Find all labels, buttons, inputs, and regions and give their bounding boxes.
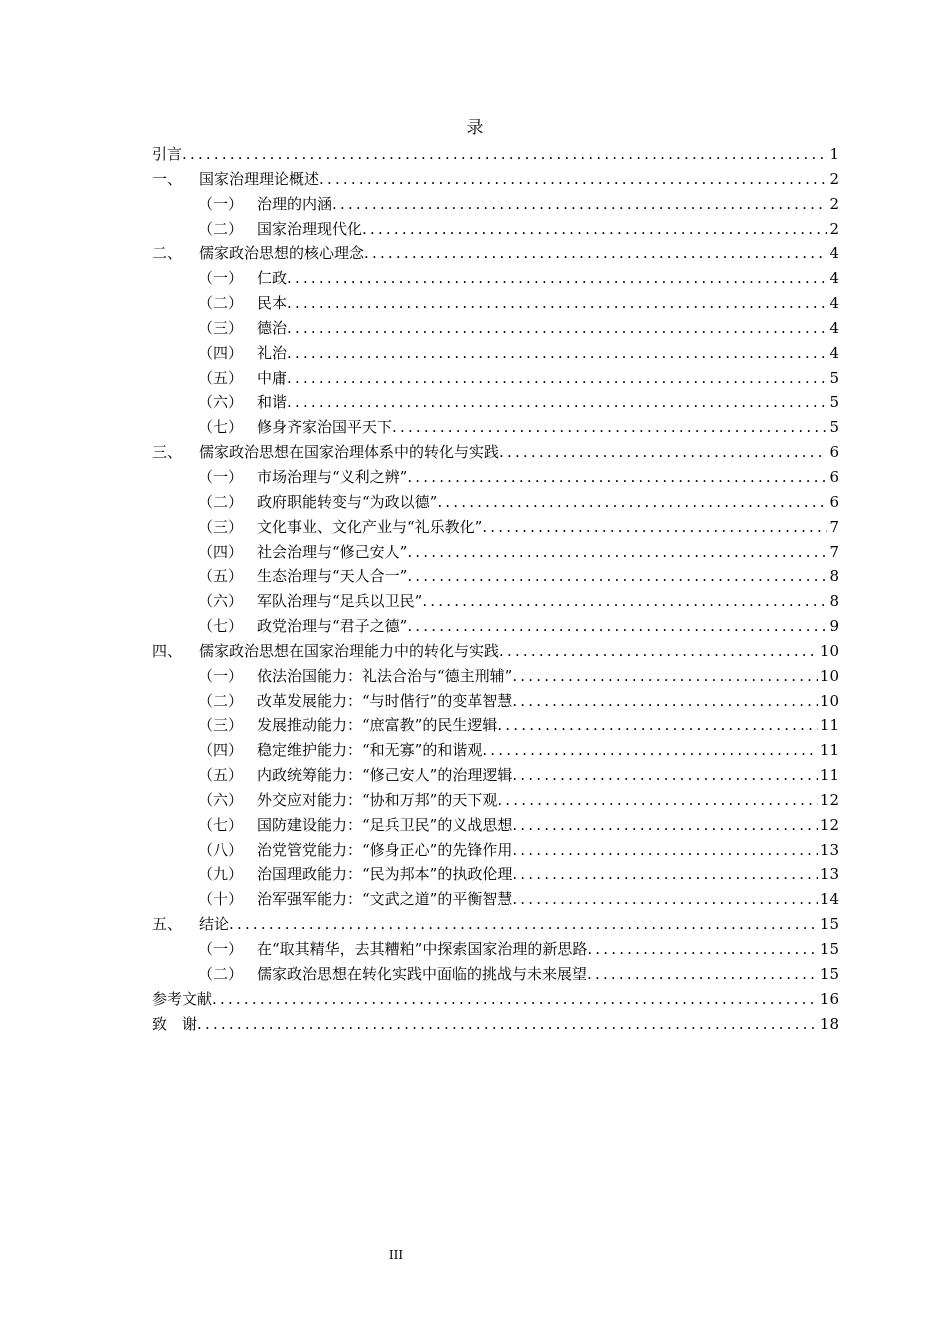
toc-entry-number: （一） xyxy=(198,666,244,685)
toc-entry-number: （二） xyxy=(198,219,244,238)
toc-entry-title: 外交应对能力：“协和万邦”的天下观 xyxy=(257,790,498,809)
toc-entry-title: 儒家政治思想在转化实践中面临的挑战与未来展望 xyxy=(257,964,588,983)
toc-entry-page: 2 xyxy=(829,169,839,188)
toc-entry-number: （一） xyxy=(198,940,244,958)
toc-entry-title: 治党管党能力：“修身正心”的先锋作用 xyxy=(257,840,513,859)
toc-entry-number: （七） xyxy=(198,617,244,636)
toc-entry-page: 2 xyxy=(829,219,839,238)
toc-entry[interactable] xyxy=(152,540,839,565)
toc-entry-title: 在“取其精华，去其糟粕”中探索国家治理的新思路 xyxy=(257,940,588,958)
toc-entry-title: 德治 xyxy=(257,318,288,337)
dot-leader xyxy=(287,341,827,366)
toc-entry-page: 2 xyxy=(829,194,839,213)
toc-entry-page: 6 xyxy=(829,492,839,511)
toc-entry-page: 4 xyxy=(829,343,839,362)
dot-leader xyxy=(512,689,818,714)
toc-entry[interactable] xyxy=(152,912,839,937)
dot-leader xyxy=(407,564,827,589)
toc-entry-number: （一） xyxy=(198,194,244,213)
toc-entry-page: 7 xyxy=(829,542,839,561)
toc-entry-title: 文化事业、文化产业与“礼乐教化” xyxy=(257,517,483,536)
toc-entry-page: 5 xyxy=(829,418,839,437)
dot-leader xyxy=(407,614,827,639)
toc-entry[interactable] xyxy=(152,515,839,540)
toc-entry-title: 稳定维护能力：“和无寡”的和谐观 xyxy=(257,741,483,760)
dot-leader xyxy=(332,192,827,217)
toc-entry-number: 三、 xyxy=(152,443,183,462)
dot-leader xyxy=(287,366,827,391)
toc-entry-page: 5 xyxy=(829,393,839,412)
toc-entry[interactable] xyxy=(152,167,839,192)
toc-entry-title: 引言 xyxy=(152,145,183,163)
toc-entry-page: 4 xyxy=(829,269,839,288)
toc-entry[interactable] xyxy=(152,316,839,341)
dot-leader xyxy=(287,316,827,341)
toc-entry-page: 10 xyxy=(819,666,839,685)
toc-entry-number: （四） xyxy=(198,542,244,561)
dot-leader xyxy=(212,987,818,1012)
toc-entry[interactable] xyxy=(152,713,839,738)
dot-leader xyxy=(364,241,827,266)
toc-entry-page: 7 xyxy=(829,517,839,536)
toc-entry-number: （七） xyxy=(198,815,244,834)
toc-entry-number: （八） xyxy=(198,840,244,859)
toc-entry[interactable] xyxy=(152,664,839,689)
toc-entry-title: 政府职能转变与“为政以德” xyxy=(257,492,438,511)
toc-entry[interactable] xyxy=(152,589,839,614)
dot-leader xyxy=(512,664,818,689)
toc-entry-number: （三） xyxy=(198,318,244,337)
toc-entry[interactable] xyxy=(152,813,839,838)
toc-entry[interactable] xyxy=(152,614,839,639)
toc-entry-page: 11 xyxy=(819,741,839,760)
toc-entry-title: 和谐 xyxy=(257,393,288,412)
toc-entry-title: 国防建设能力：“足兵卫民”的义战思想 xyxy=(257,815,513,834)
toc-entry-page: 1 xyxy=(829,145,839,163)
dot-leader xyxy=(407,540,827,565)
toc-entry-number: （二） xyxy=(198,964,244,983)
dot-leader xyxy=(587,962,818,987)
dot-leader xyxy=(499,639,818,664)
dot-leader xyxy=(287,266,827,291)
toc-entry-title: 治国理政能力：“民为邦本”的执政伦理 xyxy=(257,865,513,884)
toc-entry-title: 中庸 xyxy=(257,368,288,387)
dot-leader xyxy=(437,490,827,515)
toc-entry-page: 9 xyxy=(829,617,839,636)
dot-leader xyxy=(512,763,818,788)
toc-entry-number: （一） xyxy=(198,467,244,486)
toc-entry-number: （六） xyxy=(198,393,244,412)
toc-entry[interactable] xyxy=(152,962,839,987)
toc-entry-number: （三） xyxy=(198,716,244,735)
toc-entry-title: 儒家政治思想在国家治理能力中的转化与实践 xyxy=(199,641,500,660)
dot-leader xyxy=(287,291,827,316)
dot-leader xyxy=(512,813,818,838)
toc-entry[interactable] xyxy=(152,763,839,788)
toc-entry-number: （十） xyxy=(198,890,244,909)
toc-entry-title: 内政统筹能力：“修己安人”的治理逻辑 xyxy=(257,766,513,785)
toc-entry-page: 14 xyxy=(819,890,839,909)
dot-leader xyxy=(197,1012,818,1037)
toc-entry-page: 5 xyxy=(829,368,839,387)
toc-entry[interactable] xyxy=(152,241,839,266)
toc-entry-title: 政党治理与“君子之德” xyxy=(257,617,408,636)
toc-entry-title: 依法治国能力：礼法合治与“德主刑辅” xyxy=(257,666,513,685)
toc-entry-page: 4 xyxy=(829,294,839,313)
toc-entry-title: 致 谢 xyxy=(152,1014,198,1033)
toc-entry[interactable] xyxy=(152,738,839,763)
toc-entry-page: 4 xyxy=(829,244,839,263)
toc-entry-number: （二） xyxy=(198,294,244,313)
toc-entry-title: 治军强军能力：“文武之道”的平衡智慧 xyxy=(257,890,513,909)
toc-entry-page: 6 xyxy=(829,443,839,462)
toc-entry[interactable] xyxy=(152,987,839,1012)
toc-entry[interactable] xyxy=(152,415,839,440)
toc-entry[interactable] xyxy=(152,689,839,714)
toc-entry-page: 18 xyxy=(819,1014,839,1033)
toc-entry-title: 发展推动能力：“庶富教”的民生逻辑 xyxy=(257,716,498,735)
toc-entry[interactable] xyxy=(152,217,839,242)
toc-entry[interactable] xyxy=(152,465,839,490)
toc-entry-number: （九） xyxy=(198,865,244,884)
toc-entry-title: 修身齐家治国平天下 xyxy=(257,418,393,437)
toc-entry[interactable] xyxy=(152,192,839,217)
dot-leader xyxy=(512,862,818,887)
toc-entry[interactable] xyxy=(152,490,839,515)
dot-leader xyxy=(287,390,827,415)
toc-entry-page: 10 xyxy=(819,641,839,660)
toc-entry[interactable] xyxy=(152,341,839,366)
toc-entry-page: 12 xyxy=(819,790,839,809)
dot-leader xyxy=(497,788,818,813)
toc-entry-title: 国家治理现代化 xyxy=(257,219,363,238)
toc-entry-number: 二、 xyxy=(152,244,183,263)
toc-entry-title: 生态治理与“天人合一” xyxy=(257,567,408,586)
toc-entry-number: （二） xyxy=(198,492,244,511)
page-number-footer: III xyxy=(388,1248,404,1262)
dot-leader xyxy=(407,465,827,490)
toc-entry-number: （二） xyxy=(198,691,244,710)
dot-leader xyxy=(182,142,827,167)
toc-entry-page: 15 xyxy=(819,940,839,958)
dot-leader xyxy=(482,738,818,763)
dot-leader xyxy=(319,167,827,192)
toc-entry-number: 四、 xyxy=(152,641,183,660)
toc-entry-number: （五） xyxy=(198,567,244,586)
toc-entry[interactable] xyxy=(152,440,839,465)
toc-entry-number: （一） xyxy=(198,269,244,288)
toc-entry-title: 参考文献 xyxy=(152,989,213,1008)
toc-entry[interactable] xyxy=(152,887,839,912)
toc-entry-number: 一、 xyxy=(152,169,183,188)
toc-entry-page: 12 xyxy=(819,815,839,834)
toc-entry-title: 民本 xyxy=(257,294,288,313)
toc-entry-number: （六） xyxy=(198,790,244,809)
toc-entry[interactable] xyxy=(152,1012,839,1037)
toc-entry[interactable] xyxy=(152,291,839,316)
toc-entry-number: （三） xyxy=(198,517,244,536)
dot-leader xyxy=(497,713,818,738)
toc-entry-page: 6 xyxy=(829,467,839,486)
toc-entry-number: （五） xyxy=(198,766,244,785)
toc-entry-title: 军队治理与“足兵以卫民” xyxy=(257,592,423,611)
toc-entry-title: 国家治理理论概述 xyxy=(199,169,320,188)
toc-entry-number: （六） xyxy=(198,592,244,611)
toc-entry[interactable] xyxy=(152,788,839,813)
toc-entry-page: 8 xyxy=(829,567,839,586)
toc-entry[interactable] xyxy=(152,142,839,167)
dot-leader xyxy=(362,217,827,242)
toc-entry-title: 儒家政治思想的核心理念 xyxy=(199,244,365,263)
toc-entry-page: 15 xyxy=(819,915,839,934)
toc-entry[interactable] xyxy=(152,564,839,589)
toc-entry[interactable] xyxy=(152,838,839,863)
dot-leader xyxy=(392,415,827,440)
toc-entry-number: （五） xyxy=(198,368,244,387)
toc-entry-title: 治理的内涵 xyxy=(257,194,333,213)
toc-entry[interactable] xyxy=(152,366,839,391)
toc-entry-page: 4 xyxy=(829,318,839,337)
toc-title: 录 xyxy=(466,118,484,138)
toc-entry-page: 11 xyxy=(819,766,839,785)
table-of-contents xyxy=(152,142,839,1036)
dot-leader xyxy=(422,589,827,614)
toc-entry-page: 10 xyxy=(819,691,839,710)
toc-entry[interactable] xyxy=(152,862,839,887)
toc-entry-page: 15 xyxy=(819,964,839,983)
toc-entry-page: 8 xyxy=(829,592,839,611)
toc-entry-title: 儒家政治思想在国家治理体系中的转化与实践 xyxy=(199,443,500,462)
toc-entry[interactable] xyxy=(152,266,839,291)
toc-entry-number: （四） xyxy=(198,741,244,760)
toc-entry-title: 改革发展能力：“与时偕行”的变革智慧 xyxy=(257,691,513,710)
toc-entry-title: 社会治理与“修己安人” xyxy=(257,542,408,561)
toc-entry-number: （四） xyxy=(198,343,244,362)
dot-leader xyxy=(482,515,827,540)
toc-entry[interactable] xyxy=(152,937,839,962)
toc-entry-title: 结论 xyxy=(199,915,230,934)
toc-entry-title: 市场治理与“义利之辨” xyxy=(257,467,408,486)
dot-leader xyxy=(587,937,818,962)
dot-leader xyxy=(512,838,818,863)
toc-entry-page: 11 xyxy=(819,716,839,735)
dot-leader xyxy=(512,887,818,912)
toc-entry-title: 仁政 xyxy=(257,269,288,288)
dot-leader xyxy=(229,912,818,937)
toc-entry-number: 五、 xyxy=(152,915,183,934)
toc-entry-page: 13 xyxy=(819,840,839,859)
toc-entry-number: （七） xyxy=(198,418,244,437)
toc-entry[interactable] xyxy=(152,639,839,664)
toc-entry[interactable] xyxy=(152,390,839,415)
toc-entry-page: 16 xyxy=(819,989,839,1008)
toc-entry-page: 13 xyxy=(819,865,839,884)
dot-leader xyxy=(499,440,827,465)
toc-entry-title: 礼治 xyxy=(257,343,288,362)
